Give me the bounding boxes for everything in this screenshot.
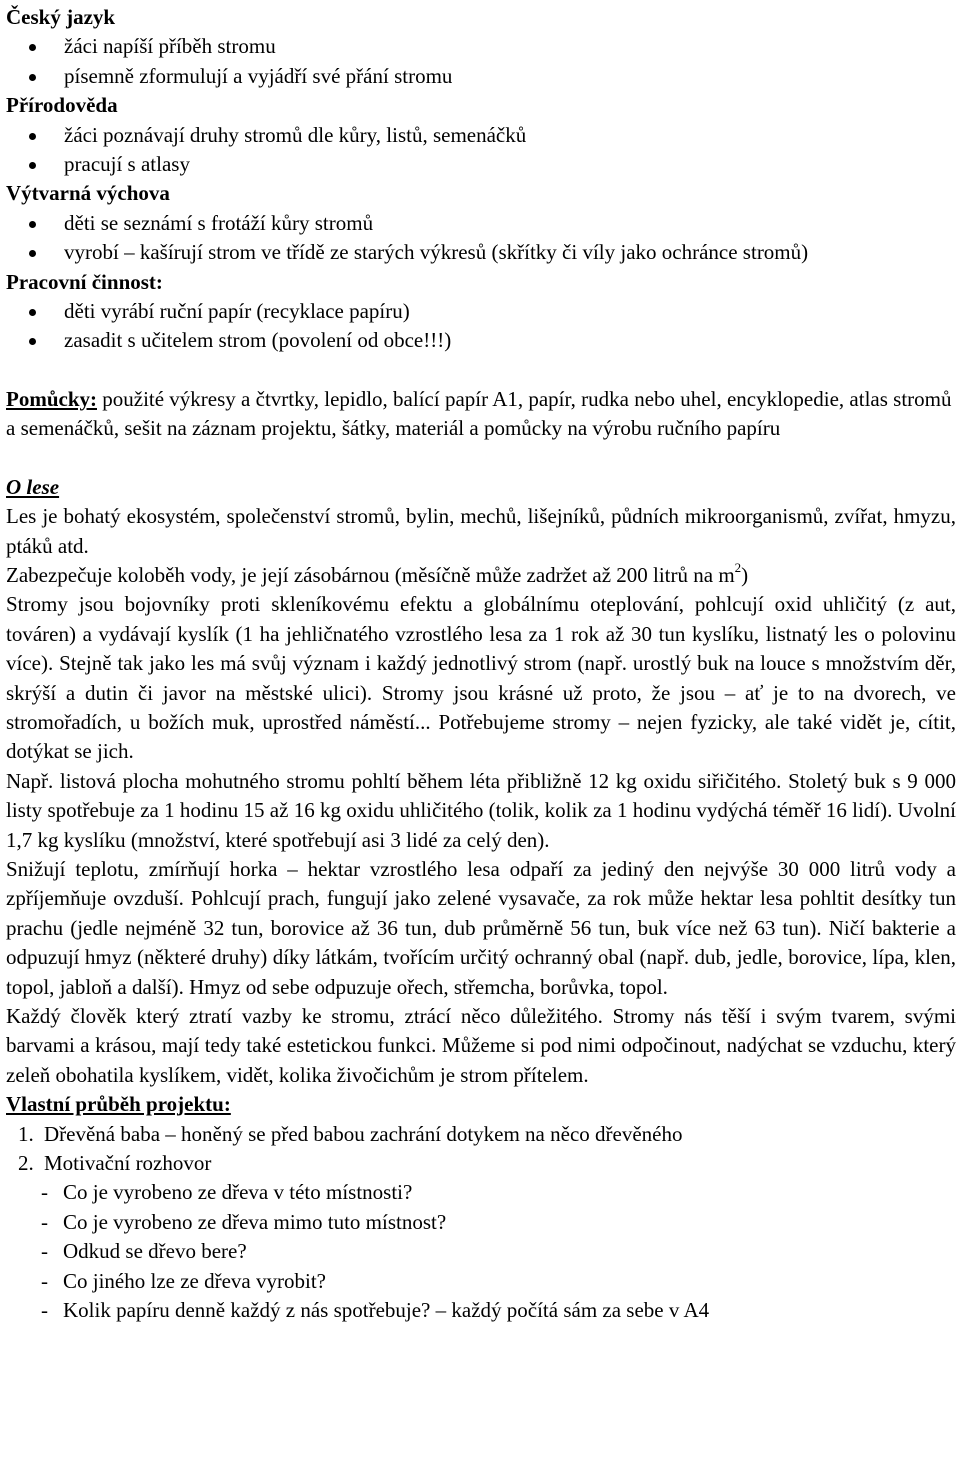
bullet-icon — [29, 162, 36, 169]
list-item — [6, 238, 956, 267]
dash-list — [6, 1178, 956, 1325]
list-item-text: žáci napíší příběh stromu — [64, 34, 276, 59]
bullet-icon — [29, 44, 36, 51]
pomucky-paragraph — [6, 385, 956, 444]
dash-icon: - — [41, 1239, 48, 1264]
list-item — [6, 121, 956, 150]
list-item-text: žáci poznávají druhy stromů dle kůry, listů, semenáčků — [64, 122, 527, 147]
list-item — [6, 32, 956, 61]
bullet-list — [6, 32, 956, 91]
list-item — [6, 62, 956, 91]
superscript: 2 — [734, 559, 742, 575]
list-item-text: Co je vyrobeno ze dřeva v této místnosti? — [63, 1180, 413, 1205]
section-heading: Vlastní průběh projektu: — [6, 1092, 231, 1117]
bullet-icon — [29, 338, 36, 345]
list-item — [6, 297, 956, 326]
dash-icon: - — [41, 1209, 48, 1234]
section-o-lese — [6, 473, 956, 1091]
document-page — [6, 3, 956, 1325]
section-prirodoveda — [6, 91, 956, 179]
section-heading: Výtvarná výchova — [6, 181, 170, 206]
list-item — [6, 209, 956, 238]
section-cesky-jazyk — [6, 3, 956, 91]
list-item-text: děti vyrábí ruční papír (recyklace papíru) — [64, 299, 410, 324]
bullet-icon — [29, 133, 36, 140]
paragraph: Les je bohatý ekosystém, společenství stromů, bylin, mechů, lišejníků, půdních mikroorganismů, zvířat, hmyzu, ptáků atd. — [6, 504, 956, 558]
list-item-text: Co jiného lze ze dřeva vyrobit? — [63, 1268, 326, 1293]
list-item — [6, 1208, 956, 1237]
list-number: 2. — [18, 1151, 34, 1176]
dash-icon: - — [41, 1298, 48, 1323]
list-item-text: pracují s atlasy — [64, 152, 190, 177]
list-item — [6, 1237, 956, 1266]
section-pracovni-cinnost — [6, 268, 956, 356]
paragraph-text: ) — [741, 562, 749, 587]
list-item-text: Kolik papíru denně každý z nás spotřebuje? – každý počítá sám za sebe v A4 — [63, 1298, 710, 1323]
list-item — [6, 1178, 956, 1207]
spacer — [6, 356, 956, 385]
bullet-icon — [29, 309, 36, 316]
list-item-text: zasadit s učitelem strom (povolení od obce!!!) — [64, 328, 452, 353]
numbered-list — [6, 1120, 956, 1179]
list-number: 1. — [18, 1121, 34, 1146]
dash-icon: - — [41, 1180, 48, 1205]
bullet-icon — [29, 250, 36, 257]
section-heading: Český jazyk — [6, 5, 116, 29]
list-item — [6, 1296, 956, 1325]
list-item-text: vyrobí – kašírují strom ve třídě ze starých výkresů (skřítky či víly jako ochránce stromů) — [64, 240, 809, 265]
bullet-list — [6, 209, 956, 268]
paragraph: Např. listová plocha mohutného stromu pohltí během léta přibližně 12 kg oxidu siřičitého. Stoletý buk s 9 000 listy spotřebuje za 1 hodinu 15 až 16 kg oxidu uhličitého (tolik, kolik za 1 hodinu vydýchá téměř 16 lidí). Uvolní 1,7 kg kyslíku (množství, které spotřebují asi 3 lidé za celý den). — [6, 768, 956, 852]
paragraph: Stromy jsou bojovníky proti skleníkovému efektu a globálnímu oteplování, pohlcují oxid uhličitý (z aut, továren) a vydávají kyslík (1 ha jehličnatého vzrostlého lesa za 1 rok až 30 tun kyslíku, listnatý les o polovinu více). Stejně tak jako les má svůj význam i každý jednotlivý strom (např. urostlý buk na louce s množstvím děr, skrýší a dutin či javor na městské ulici). Stromy jsou krásné už proto, že jsou – ať je to na dvorech, ve stromořadích, u božích muk, uprostřed náměstí... Potřebujeme stromy – nejen fyzicky, ale také vidět je, cítit, dotýkat se jich. — [6, 592, 956, 764]
list-item-text: Dřevěná baba – honěný se před babou zachrání dotykem na něco dřevěného — [44, 1121, 683, 1146]
list-item-text: Co je vyrobeno ze dřeva mimo tuto místnost? — [63, 1209, 447, 1234]
list-item — [6, 1267, 956, 1296]
section-heading: Přírodověda — [6, 93, 118, 118]
dash-icon: - — [41, 1268, 48, 1293]
pomucky-label: Pomůcky: — [6, 386, 97, 411]
section-heading: O lese — [6, 474, 60, 499]
list-item — [6, 326, 956, 355]
bullet-list — [6, 297, 956, 356]
paragraph-text: Zabezpečuje koloběh vody, je její zásobárnou (měsíčně může zadržet až 200 litrů na m — [6, 562, 735, 587]
pomucky-text: použité výkresy a čtvrtky, lepidlo, balící papír A1, papír, rudka nebo uhel, encyklopedie, atlas stromů a semenáčků, sešit na záznam projektu, šátky, materiál a pomůcky na výrobu ručního papíru — [6, 386, 952, 441]
list-item-text: Motivační rozhovor — [44, 1151, 212, 1176]
bullet-icon — [29, 74, 36, 81]
list-item — [6, 1149, 956, 1178]
paragraph — [6, 561, 956, 590]
paragraph: Každý člověk který ztratí vazby ke stromu, ztrácí něco důležitého. Stromy nás těší i svým tvarem, svými barvami a krásou, mají tedy také estetickou funkci. Můžeme si pod nimi odpočinout, nadýchat se vzduchu, který zeleň obohatila kyslíkem, vidět, kolika živočichům je strom přítelem. — [6, 1004, 956, 1087]
bullet-list — [6, 121, 956, 180]
bullet-icon — [29, 221, 36, 228]
spacer — [6, 444, 956, 473]
list-item-text: děti se seznámí s frotáží kůry stromů — [64, 210, 374, 235]
list-item — [6, 150, 956, 179]
section-heading: Pracovní činnost: — [6, 269, 163, 294]
section-vytvarna-vychova — [6, 179, 956, 267]
paragraph: Snižují teplotu, zmírňují horka – hektar vzrostlého lesa odpaří za jediný den nejvýše 30 000 litrů vody a zpříjemňuje ovzduší. Pohlcují prach, fungují jako zelené vysavače, za rok může hektar lesa pohltit desítky tun prachu (jedle nejméně 32 tun, borovice až 36 tun, dub průměrně 56 tun, buk více než 63 tun). Ničí bakterie a odpuzují hmyz (některé druhy) díky látkám, tvořícím určitý ochranný obal (např. dub, jedle, borovice, lípa, klen, topol, jabloň a další). Hmyz od sebe odpuzuje ořech, střemcha, borůvka, topol. — [6, 856, 956, 999]
list-item-text: písemně zformulují a vyjádří své přání stromu — [64, 63, 453, 88]
list-item-text: Odkud se dřevo bere? — [63, 1239, 247, 1264]
section-prubeh-projektu — [6, 1090, 956, 1325]
list-item — [6, 1120, 956, 1149]
